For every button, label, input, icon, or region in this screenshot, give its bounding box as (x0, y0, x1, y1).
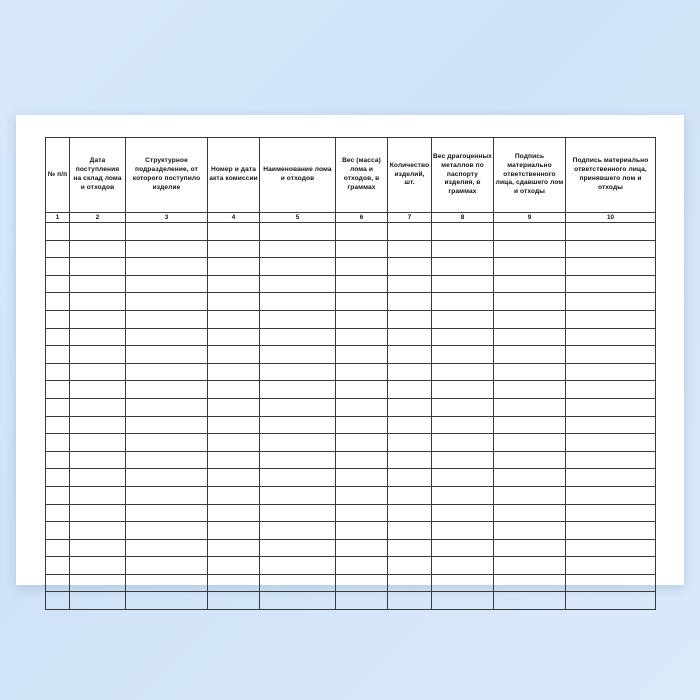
table-row (46, 486, 656, 504)
table-cell[interactable] (336, 258, 388, 276)
table-cell[interactable] (126, 469, 208, 487)
table-cell[interactable] (208, 557, 260, 575)
column-number-7: 7 (388, 213, 432, 223)
column-header-6: Вес (масса) лома и отходов, в граммах (336, 138, 388, 213)
table-cell[interactable] (494, 539, 566, 557)
table-row (46, 328, 656, 346)
table-cell[interactable] (260, 381, 336, 399)
table-row (46, 557, 656, 575)
table-cell[interactable] (494, 451, 566, 469)
table-cell[interactable] (126, 346, 208, 364)
table-cell[interactable] (336, 275, 388, 293)
table-row (46, 574, 656, 592)
table-cell[interactable] (70, 592, 126, 610)
column-header-9: Подпись материально ответственного лица, сдавшего лом и отходы (494, 138, 566, 213)
table-cell[interactable] (388, 398, 432, 416)
table-cell[interactable] (388, 574, 432, 592)
table-cell[interactable] (126, 328, 208, 346)
table-cell[interactable] (46, 240, 70, 258)
table-cell[interactable] (494, 434, 566, 452)
table-row (46, 434, 656, 452)
table-row (46, 293, 656, 311)
table-cell[interactable] (336, 592, 388, 610)
table-cell[interactable] (46, 469, 70, 487)
table-cell[interactable] (70, 398, 126, 416)
table-cell[interactable] (388, 346, 432, 364)
table-cell[interactable] (70, 363, 126, 381)
table-cell[interactable] (46, 486, 70, 504)
table-cell[interactable] (208, 574, 260, 592)
table-cell[interactable] (494, 592, 566, 610)
table-cell[interactable] (70, 434, 126, 452)
table-cell[interactable] (494, 240, 566, 258)
table-cell[interactable] (46, 363, 70, 381)
table-cell[interactable] (336, 381, 388, 399)
table-cell[interactable] (126, 434, 208, 452)
column-header-3: Структурное подразделение, от которого поступило изделие (126, 138, 208, 213)
table-cell[interactable] (70, 223, 126, 241)
table-cell[interactable] (70, 574, 126, 592)
table-cell[interactable] (566, 469, 656, 487)
table-cell[interactable] (336, 434, 388, 452)
table-cell[interactable] (260, 275, 336, 293)
table-cell[interactable] (126, 592, 208, 610)
table-cell[interactable] (260, 592, 336, 610)
table-cell[interactable] (46, 434, 70, 452)
table-cell[interactable] (70, 451, 126, 469)
table-row (46, 469, 656, 487)
table-cell[interactable] (388, 381, 432, 399)
table-cell[interactable] (208, 469, 260, 487)
column-number-8: 8 (432, 213, 494, 223)
table-cell[interactable] (70, 258, 126, 276)
column-number-6: 6 (336, 213, 388, 223)
table-cell[interactable] (46, 539, 70, 557)
table-cell[interactable] (432, 258, 494, 276)
table-cell[interactable] (208, 258, 260, 276)
table-cell[interactable] (70, 557, 126, 575)
table-cell[interactable] (432, 434, 494, 452)
table-cell[interactable] (494, 293, 566, 311)
table-cell[interactable] (208, 310, 260, 328)
table-cell[interactable] (566, 451, 656, 469)
table-cell[interactable] (494, 574, 566, 592)
table-cell[interactable] (208, 346, 260, 364)
table-row (46, 363, 656, 381)
table-cell[interactable] (46, 416, 70, 434)
table-cell[interactable] (70, 416, 126, 434)
table-cell[interactable] (70, 381, 126, 399)
header-row (46, 138, 656, 213)
table-cell[interactable] (208, 451, 260, 469)
table-cell[interactable] (70, 469, 126, 487)
table-row (46, 592, 656, 610)
table-cell[interactable] (566, 539, 656, 557)
column-number-1: 1 (46, 213, 70, 223)
table-cell[interactable] (260, 223, 336, 241)
table-cell[interactable] (388, 486, 432, 504)
table-cell[interactable] (336, 557, 388, 575)
table-cell[interactable] (126, 451, 208, 469)
table-cell[interactable] (432, 398, 494, 416)
table-cell[interactable] (494, 504, 566, 522)
table-cell[interactable] (46, 346, 70, 364)
table-cell[interactable] (566, 592, 656, 610)
table-cell[interactable] (260, 539, 336, 557)
table-cell[interactable] (70, 486, 126, 504)
column-header-1: № п/п (46, 138, 70, 213)
table-cell[interactable] (566, 363, 656, 381)
table-cell[interactable] (260, 310, 336, 328)
journal-table (45, 137, 656, 610)
table-row (46, 381, 656, 399)
table-cell[interactable] (388, 469, 432, 487)
table-cell[interactable] (336, 451, 388, 469)
table-cell[interactable] (494, 258, 566, 276)
table-cell[interactable] (46, 275, 70, 293)
table-cell[interactable] (208, 416, 260, 434)
table-row (46, 258, 656, 276)
table-cell[interactable] (388, 240, 432, 258)
table-cell[interactable] (46, 381, 70, 399)
table-cell[interactable] (260, 258, 336, 276)
table-cell[interactable] (388, 504, 432, 522)
table-cell[interactable] (70, 539, 126, 557)
table-cell[interactable] (46, 592, 70, 610)
table-cell[interactable] (260, 346, 336, 364)
table-cell[interactable] (208, 522, 260, 540)
table-cell[interactable] (432, 416, 494, 434)
table-cell[interactable] (46, 223, 70, 241)
table-cell[interactable] (336, 504, 388, 522)
table-cell[interactable] (494, 363, 566, 381)
table-cell[interactable] (432, 539, 494, 557)
column-number-3: 3 (126, 213, 208, 223)
table-cell[interactable] (336, 469, 388, 487)
table-cell[interactable] (208, 223, 260, 241)
table-cell[interactable] (566, 574, 656, 592)
table-cell[interactable] (46, 574, 70, 592)
column-header-4: Номер и дата акта комиссии (208, 138, 260, 213)
column-header-2: Дата поступления на склад лома и отходов (70, 138, 126, 213)
table-cell[interactable] (46, 310, 70, 328)
table-header (46, 138, 656, 223)
table-cell[interactable] (432, 504, 494, 522)
column-number-2: 2 (70, 213, 126, 223)
table-cell[interactable] (260, 363, 336, 381)
table-cell[interactable] (70, 328, 126, 346)
table-cell[interactable] (388, 539, 432, 557)
table-cell[interactable] (566, 522, 656, 540)
table-cell[interactable] (432, 328, 494, 346)
table-cell[interactable] (126, 293, 208, 311)
table-cell[interactable] (208, 539, 260, 557)
column-header-10: Подпись материально ответственного лица, принявшего лом и отходы (566, 138, 656, 213)
table-cell[interactable] (432, 223, 494, 241)
table-cell[interactable] (432, 574, 494, 592)
table-cell[interactable] (388, 310, 432, 328)
table-cell[interactable] (208, 293, 260, 311)
table-cell[interactable] (126, 381, 208, 399)
table-cell[interactable] (260, 451, 336, 469)
table-cell[interactable] (46, 504, 70, 522)
table-cell[interactable] (70, 310, 126, 328)
table-cell[interactable] (260, 328, 336, 346)
table-cell[interactable] (566, 486, 656, 504)
table-cell[interactable] (70, 293, 126, 311)
table-cell[interactable] (432, 363, 494, 381)
table-cell[interactable] (566, 293, 656, 311)
table-cell[interactable] (494, 557, 566, 575)
table-body (46, 223, 656, 610)
table-cell[interactable] (388, 522, 432, 540)
table-cell[interactable] (260, 574, 336, 592)
table-cell[interactable] (46, 328, 70, 346)
table-cell[interactable] (46, 522, 70, 540)
column-header-5: Наименование лома и отходов (260, 138, 336, 213)
table-cell[interactable] (566, 398, 656, 416)
table-cell[interactable] (126, 574, 208, 592)
table-cell[interactable] (336, 293, 388, 311)
table-cell[interactable] (432, 486, 494, 504)
table-cell[interactable] (46, 557, 70, 575)
table-cell[interactable] (126, 557, 208, 575)
table-cell[interactable] (126, 416, 208, 434)
table-cell[interactable] (432, 293, 494, 311)
table-row (46, 223, 656, 241)
table-cell[interactable] (388, 293, 432, 311)
journal-table-container (45, 137, 655, 610)
table-cell[interactable] (494, 381, 566, 399)
table-cell[interactable] (208, 363, 260, 381)
table-cell[interactable] (388, 363, 432, 381)
table-cell[interactable] (70, 240, 126, 258)
table-cell[interactable] (494, 469, 566, 487)
column-number-9: 9 (494, 213, 566, 223)
table-cell[interactable] (388, 416, 432, 434)
table-cell[interactable] (566, 275, 656, 293)
table-cell[interactable] (208, 398, 260, 416)
table-row (46, 275, 656, 293)
table-cell[interactable] (208, 240, 260, 258)
table-cell[interactable] (260, 240, 336, 258)
table-cell[interactable] (494, 486, 566, 504)
column-header-7: Количество изделий, шт. (388, 138, 432, 213)
table-cell[interactable] (46, 398, 70, 416)
table-cell[interactable] (336, 574, 388, 592)
table-cell[interactable] (208, 434, 260, 452)
table-cell[interactable] (336, 486, 388, 504)
table-cell[interactable] (566, 310, 656, 328)
table-row (46, 416, 656, 434)
table-cell[interactable] (336, 416, 388, 434)
table-cell[interactable] (388, 451, 432, 469)
column-number-10: 10 (566, 213, 656, 223)
table-cell[interactable] (494, 416, 566, 434)
table-cell[interactable] (126, 240, 208, 258)
table-cell[interactable] (336, 310, 388, 328)
column-header-8: Вес драгоценных металлов по паспорту изделия, в граммах (432, 138, 494, 213)
table-row (46, 398, 656, 416)
table-cell[interactable] (126, 258, 208, 276)
table-cell[interactable] (336, 398, 388, 416)
table-cell[interactable] (432, 451, 494, 469)
table-cell[interactable] (336, 346, 388, 364)
table-cell[interactable] (432, 592, 494, 610)
table-cell[interactable] (208, 275, 260, 293)
table-cell[interactable] (566, 416, 656, 434)
table-cell[interactable] (126, 275, 208, 293)
table-cell[interactable] (70, 504, 126, 522)
table-cell[interactable] (388, 258, 432, 276)
table-cell[interactable] (70, 522, 126, 540)
table-cell[interactable] (494, 223, 566, 241)
table-cell[interactable] (388, 275, 432, 293)
table-cell[interactable] (208, 381, 260, 399)
table-cell[interactable] (208, 592, 260, 610)
table-cell[interactable] (336, 223, 388, 241)
table-cell[interactable] (494, 275, 566, 293)
table-cell[interactable] (388, 223, 432, 241)
column-number-5: 5 (260, 213, 336, 223)
table-cell[interactable] (336, 240, 388, 258)
table-cell[interactable] (260, 293, 336, 311)
table-cell[interactable] (70, 275, 126, 293)
table-cell[interactable] (336, 539, 388, 557)
table-cell[interactable] (566, 223, 656, 241)
table-cell[interactable] (432, 469, 494, 487)
table-cell[interactable] (494, 328, 566, 346)
table-row (46, 451, 656, 469)
table-cell[interactable] (494, 310, 566, 328)
table-cell[interactable] (566, 557, 656, 575)
paper-sheet (16, 115, 684, 585)
table-cell[interactable] (126, 310, 208, 328)
table-cell[interactable] (260, 398, 336, 416)
table-cell[interactable] (260, 416, 336, 434)
table-row (46, 346, 656, 364)
table-row (46, 522, 656, 540)
table-cell[interactable] (46, 293, 70, 311)
table-cell[interactable] (494, 346, 566, 364)
table-cell[interactable] (494, 522, 566, 540)
table-cell[interactable] (566, 434, 656, 452)
table-cell[interactable] (126, 363, 208, 381)
table-cell[interactable] (336, 522, 388, 540)
table-cell[interactable] (260, 557, 336, 575)
table-row (46, 539, 656, 557)
table-cell[interactable] (566, 258, 656, 276)
table-cell[interactable] (432, 310, 494, 328)
table-cell[interactable] (260, 469, 336, 487)
table-cell[interactable] (208, 486, 260, 504)
table-cell[interactable] (336, 328, 388, 346)
table-cell[interactable] (46, 258, 70, 276)
table-cell[interactable] (260, 486, 336, 504)
table-cell[interactable] (336, 363, 388, 381)
table-cell[interactable] (432, 275, 494, 293)
table-cell[interactable] (432, 240, 494, 258)
table-cell[interactable] (126, 504, 208, 522)
table-cell[interactable] (260, 434, 336, 452)
table-cell[interactable] (388, 434, 432, 452)
table-cell[interactable] (388, 328, 432, 346)
table-cell[interactable] (432, 346, 494, 364)
table-cell[interactable] (432, 522, 494, 540)
table-cell[interactable] (46, 451, 70, 469)
table-cell[interactable] (126, 539, 208, 557)
table-cell[interactable] (126, 398, 208, 416)
table-cell[interactable] (208, 504, 260, 522)
column-number-4: 4 (208, 213, 260, 223)
table-cell[interactable] (432, 557, 494, 575)
table-row (46, 504, 656, 522)
table-cell[interactable] (432, 381, 494, 399)
table-cell[interactable] (126, 522, 208, 540)
column-number-row (46, 213, 656, 223)
table-cell[interactable] (260, 504, 336, 522)
table-cell[interactable] (388, 557, 432, 575)
table-cell[interactable] (70, 346, 126, 364)
table-cell[interactable] (566, 504, 656, 522)
table-cell[interactable] (208, 328, 260, 346)
table-row (46, 240, 656, 258)
table-cell[interactable] (388, 592, 432, 610)
table-cell[interactable] (494, 398, 566, 416)
table-cell[interactable] (126, 486, 208, 504)
table-cell[interactable] (566, 328, 656, 346)
table-cell[interactable] (566, 381, 656, 399)
table-cell[interactable] (566, 240, 656, 258)
table-cell[interactable] (566, 346, 656, 364)
table-row (46, 310, 656, 328)
table-cell[interactable] (126, 223, 208, 241)
table-cell[interactable] (260, 522, 336, 540)
